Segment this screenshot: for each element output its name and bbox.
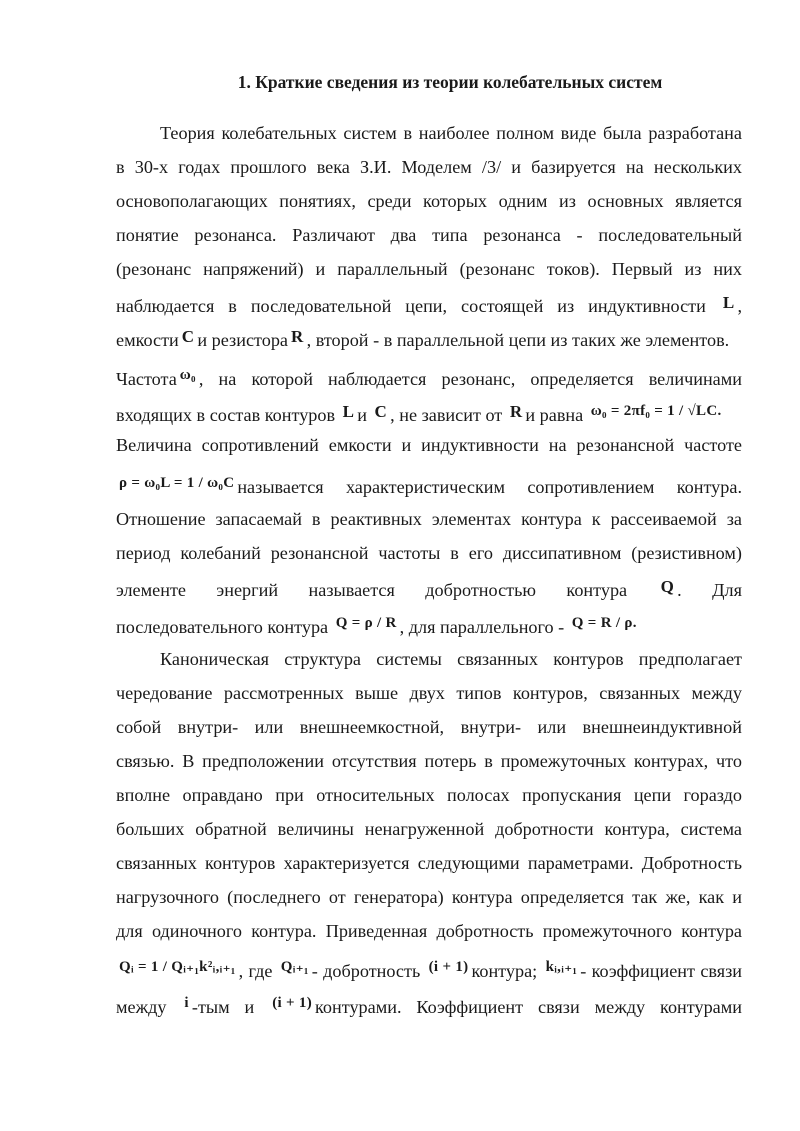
text: основополагающих понятиях, среди которых одним из основных является — [116, 191, 742, 211]
text: Каноническая структура системы связанных контуров предполагает — [160, 649, 742, 669]
paragraph-line — [116, 156, 742, 178]
text: связью. В предположении отсутствия потерь в промежуточных контурах, что — [116, 751, 742, 771]
text: и резистора — [197, 330, 289, 350]
formula-C: C — [374, 402, 388, 421]
paragraph-line — [116, 784, 742, 806]
text: собой внутри- или внешнеемкостной, внутри- или внешнеиндуктивной — [116, 717, 742, 737]
formula-i: i — [184, 995, 189, 1011]
text: элементе энергий называется добротностью контура — [116, 580, 628, 600]
text: , второй - в параллельной цепи из таких же элементов. — [306, 330, 730, 350]
paragraph-line — [116, 326, 742, 351]
formula-i-plus-1: (i + 1) — [428, 959, 469, 975]
text: вполне оправдано при относительных полосах пропускания цепи гораздо — [116, 785, 742, 805]
text: , где — [238, 961, 273, 981]
text: Отношение запасаемай в реактивных элементах контура к рассеиваемой за — [116, 509, 742, 529]
formula-R: R — [509, 402, 523, 421]
formula-L: L — [722, 293, 735, 312]
formula-Q: Q — [660, 577, 675, 596]
text: , — [737, 296, 742, 316]
text: . Для — [677, 580, 742, 600]
formula-omega0: ω₀ — [179, 367, 196, 383]
paragraph-line — [160, 648, 742, 670]
text: - коэффициент связи — [580, 961, 743, 981]
paragraph-line — [116, 682, 742, 704]
text: связанных контуров характеризуется следующими параметрами. Добротность — [116, 853, 742, 873]
paragraph-line — [116, 956, 742, 982]
text: (резонанс напряжений) и параллельный (резонанс токов). Первый из них — [116, 259, 742, 279]
text: между — [116, 997, 167, 1017]
text: входящих в состав контуров — [116, 405, 336, 425]
paragraph-line — [116, 612, 742, 638]
formula-Q-parallel: Q = R / ρ. — [571, 615, 637, 631]
paragraph-line — [116, 508, 742, 530]
paragraph-line — [116, 224, 742, 246]
text: и — [357, 405, 367, 425]
text: больших обратной величины ненагруженной добротности контура, система — [116, 819, 742, 839]
paragraph-line — [116, 750, 742, 772]
text: для одиночного контура. Приведенная добротность промежуточного контура — [116, 921, 742, 941]
text: Величина сопротивлений емкости и индуктивности на резонансной частоте — [116, 435, 742, 455]
text: называется характеристическим сопротивлением контура. — [237, 477, 742, 497]
formula-C: C — [181, 327, 195, 346]
text: , для параллельного - — [399, 617, 565, 637]
text: , на которой наблюдается резонанс, определяется величинами — [198, 369, 742, 389]
formula-rho: ρ = ω₀L = 1 / ω₀C — [119, 475, 235, 491]
formula-L: L — [342, 402, 355, 421]
text: понятие резонанса. Различают два типа резонанса - последовательный — [116, 225, 742, 245]
text: чередование рассмотренных выше двух типов контуров, связанных между — [116, 683, 742, 703]
paragraph-line — [160, 122, 742, 144]
text: последовательного контура — [116, 617, 329, 637]
paragraph-line — [116, 818, 742, 840]
paragraph-line — [116, 716, 742, 738]
section-title: 1. Краткие сведения из теории колебательных систем — [237, 72, 663, 92]
paragraph-line — [116, 542, 742, 564]
text: период колебаний резонансной частоты в его диссипативном (резистивном) — [116, 543, 742, 563]
formula-k: kᵢ,ᵢ₊₁ — [545, 959, 578, 975]
formula-i-plus-1: (i + 1) — [272, 995, 313, 1011]
paragraph-line — [116, 472, 742, 498]
paragraph-line — [116, 292, 742, 317]
text: , не зависит от — [390, 405, 503, 425]
text: Частота — [116, 369, 177, 389]
text: нагрузочного (последнего от генератора) контура определяется так же, как и — [116, 887, 742, 907]
text: емкости — [116, 330, 179, 350]
text: наблюдается в последовательной цепи, состоящей из индуктивности — [116, 296, 706, 316]
formula-Qi: Qᵢ = 1 / Qᵢ₊₁k²ᵢ,ᵢ₊₁ — [119, 959, 236, 975]
paragraph-line — [116, 576, 742, 601]
paragraph-line — [116, 886, 742, 908]
paragraph-line — [116, 434, 742, 456]
paragraph-line — [116, 258, 742, 280]
formula-Q-series: Q = ρ / R — [335, 615, 397, 631]
text: в 30-х годах прошлого века З.И. Моделем /3/ и базируется на нескольких — [116, 157, 742, 177]
formula-Qi1: Qᵢ₊₁ — [280, 959, 309, 975]
text: и равна — [525, 405, 584, 425]
text: контурами. Коэффициент связи между контурами — [315, 997, 742, 1017]
paragraph-line — [116, 852, 742, 874]
formula-resonance-frequency: ω₀ = 2πf₀ = 1 / √LC. — [590, 403, 722, 419]
paragraph-line — [116, 992, 742, 1018]
text: Теория колебательных систем в наиболее полном виде была разработана — [160, 123, 742, 143]
paragraph-line — [116, 190, 742, 212]
text: контура; — [471, 961, 538, 981]
text: -тым и — [191, 997, 255, 1017]
text: - добротность — [311, 961, 421, 981]
paragraph-line — [116, 920, 742, 942]
paragraph-line — [116, 400, 742, 426]
paragraph-line — [116, 364, 742, 390]
formula-R: R — [291, 327, 304, 346]
